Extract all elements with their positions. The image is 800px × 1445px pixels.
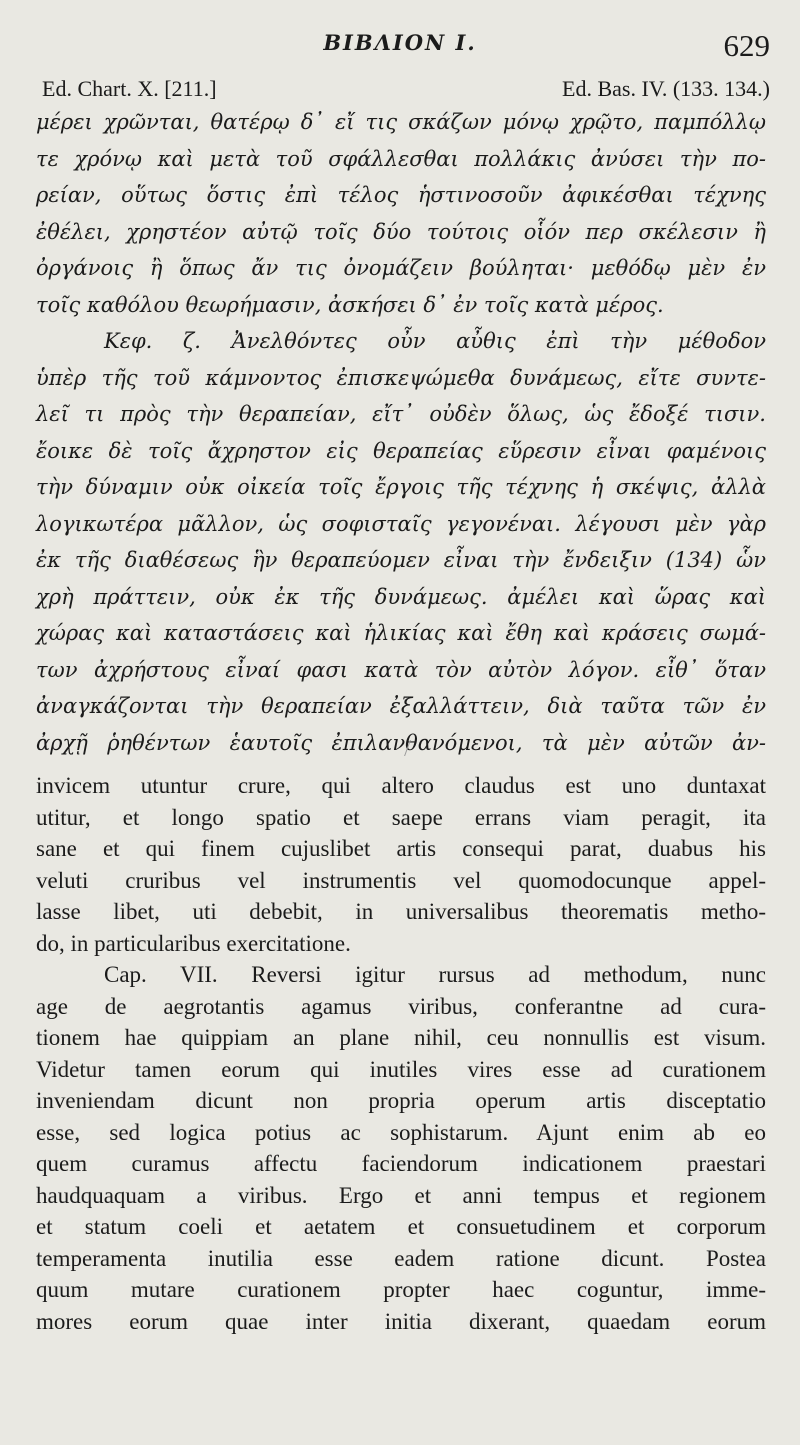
greek-line: ἐκ τῆς διαθέσεως ἣν θεραπεύομεν εἶναι τὴν ἔνδειξιν (134) ὧν (36, 548, 766, 572)
greek-line: μέρει χρῶνται, θατέρῳ δ᾽ εἴ τις σκάζων μόνῳ χρῷτο, παμπόλλῳ (36, 110, 766, 134)
greek-line: χώρας καὶ καταστάσεις καὶ ἡλικίας καὶ ἔθη καὶ κράσεις σωμά- (36, 621, 766, 645)
latin-line: veluti cruribus vel instrumentis vel quomodocunque appel- (36, 867, 766, 893)
latin-line: et statum coeli et aetatem et consuetudinem et corporum (36, 1214, 766, 1239)
greek-line: ὑπὲρ τῆς τοῦ κάμνοντος ἐπισκεψώμεθα δυνάμεως, εἴτε συντε- (36, 365, 766, 390)
greek-line: λεῖ τι πρὸς τὴν θεραπείαν, εἴτ᾽ οὐδὲν ὅλως, ὡς ἔδοξέ τισιν. (36, 402, 766, 426)
greek-line: ἔοικε δὲ τοῖς ἄχρηστον εἰς θεραπείας εὕρεσιν εἶναι φαμένοις (36, 438, 766, 463)
edition-reference-right: Ed. Bas. IV. (133. 134.) (562, 76, 770, 101)
latin-line: invicem utuntur crure, qui altero claudus est uno duntaxat (36, 773, 766, 798)
greek-line: τοῖς καθόλου θεωρήμασιν, ἀσκήσει δ᾽ ἐν τοῖς κατὰ μέρος. (36, 292, 664, 317)
greek-line: των ἀχρήστους εἶναί φασι κατὰ τὸν αὐτὸν λόγον. εἶθ᾽ ὅταν (36, 657, 766, 682)
greek-line: ὀργάνοις ἢ ὅπως ἄν τις ὀνομάζειν βούληται· μεθόδῳ μὲν ἐν (36, 256, 766, 280)
latin-line: inveniendam dicunt non propria operum artis disceptatio (36, 1088, 766, 1113)
greek-text-block (36, 104, 766, 761)
latin-line: quem curamus affectu faciendorum indicationem praestari (36, 1151, 766, 1176)
latin-line: do, in particularibus exercitatione. (36, 930, 351, 956)
latin-line: quum mutare curationem propter haec coguntur, imme- (36, 1277, 766, 1302)
latin-chapter-heading-line: Cap. VII. Reversi igitur rursus ad methodum, nunc (104, 962, 766, 987)
greek-line: ἐθέλει, χρηστέον αὐτῷ τοῖς δύο τούτοις οἷόν περ σκέλεσιν ἢ (36, 219, 766, 244)
greek-line: τε χρόνῳ καὶ μετὰ τοῦ σφάλλεσθαι πολλάκις ἀνύσει τὴν πο- (36, 146, 766, 171)
latin-line: utitur, et longo spatio et saepe errans viam peragit, ita (36, 804, 766, 830)
latin-text-block (36, 770, 766, 1337)
latin-line: tionem hae quippiam an plane nihil, ceu nonnullis est visum. (36, 1025, 766, 1050)
latin-line: lasse libet, uti debebit, in universalibus theorematis metho- (36, 899, 766, 924)
greek-line: λογικωτέρα μᾶλλον, ὡς σοφισταῖς γεγονέναι. λέγουσι μὲν γὰρ (36, 511, 766, 536)
greek-line: χρὴ πράττειν, οὐκ ἐκ τῆς δυνάμεως. ἀμέλει καὶ ὥρας καὶ (36, 584, 766, 609)
greek-line: ἀναγκάζονται τὴν θεραπείαν ἐξαλλάττειν, διὰ ταῦτα τῶν ἐν (36, 694, 766, 718)
greek-chapter-heading-line: Κεφ. ζ. Ἀνελθόντες οὖν αὖθις ἐπὶ τὴν μέθοδον (104, 329, 766, 353)
latin-line: age de aegrotantis agamus viribus, conferantne ad cura- (36, 993, 766, 1019)
latin-line: Videtur tamen eorum qui inutiles vires esse ad curationem (36, 1056, 766, 1082)
greek-line: τὴν δύναμιν οὐκ οἰκεία τοῖς ἔργοις τῆς τέχνης ἡ σκέψις, ἀλλὰ (36, 475, 766, 499)
latin-line: temperamenta inutilia esse eadem ratione dicunt. Postea (36, 1245, 766, 1271)
edition-reference-left: Ed. Chart. X. [211.] (42, 76, 217, 101)
greek-line: ἀρχῇ ῥηθέντων ἑαυτοῖς ἐπιλανθανόμενοι, τὰ μὲν αὐτῶν ἀν- (36, 730, 766, 755)
latin-line: haudquaquam a viribus. Ergo et anni tempus et regionem (36, 1182, 766, 1208)
latin-line: mores eorum quae inter initia dixerant, quaedam eorum (36, 1308, 766, 1334)
latin-line: esse, sed logica potius ac sophistarum. Ajunt enim ab eo (36, 1119, 766, 1145)
running-title: ΒΙΒΛΙΟΝ I. (323, 30, 477, 55)
latin-line: sane et qui finem cujuslibet artis consequi parat, duabus his (36, 836, 766, 861)
page-number: 629 (723, 28, 770, 63)
greek-line: ρείαν, οὕτως ὅστις ἐπὶ τέλος ἡστινοσοῦν ἀφικέσθαι τέχνης (36, 183, 766, 207)
